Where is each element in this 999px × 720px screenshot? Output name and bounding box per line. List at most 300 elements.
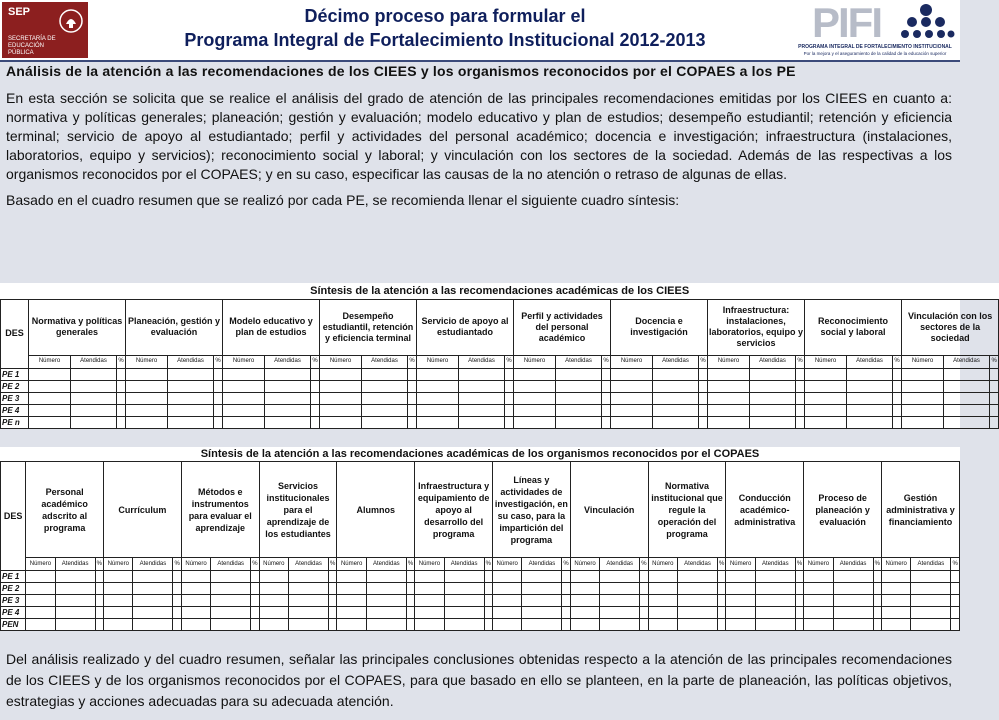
table-cell[interactable] <box>653 380 699 392</box>
table-cell[interactable] <box>251 571 259 583</box>
table-cell[interactable] <box>484 619 492 631</box>
table-cell[interactable] <box>26 571 55 583</box>
table-cell[interactable] <box>29 404 71 416</box>
table-cell[interactable] <box>71 392 117 404</box>
table-cell[interactable] <box>320 404 362 416</box>
table-cell[interactable] <box>211 607 251 619</box>
table-cell[interactable] <box>951 595 960 607</box>
table-cell[interactable] <box>168 368 214 380</box>
table-cell[interactable] <box>833 595 873 607</box>
table-cell[interactable] <box>805 392 847 404</box>
table-cell[interactable] <box>505 368 514 380</box>
table-cell[interactable] <box>911 595 951 607</box>
table-cell[interactable] <box>417 404 459 416</box>
table-cell[interactable] <box>678 619 718 631</box>
table-cell[interactable] <box>708 368 750 380</box>
table-cell[interactable] <box>640 583 648 595</box>
table-cell[interactable] <box>223 368 265 380</box>
table-cell[interactable] <box>444 583 484 595</box>
table-cell[interactable] <box>708 416 750 428</box>
table-cell[interactable] <box>311 380 320 392</box>
table-cell[interactable] <box>251 595 259 607</box>
table-cell[interactable] <box>444 607 484 619</box>
table-cell[interactable] <box>329 619 337 631</box>
table-cell[interactable] <box>251 619 259 631</box>
table-cell[interactable] <box>26 583 55 595</box>
table-cell[interactable] <box>653 368 699 380</box>
table-cell[interactable] <box>951 583 960 595</box>
table-cell[interactable] <box>133 571 173 583</box>
table-cell[interactable] <box>337 571 366 583</box>
table-cell[interactable] <box>699 368 708 380</box>
table-cell[interactable] <box>289 619 329 631</box>
table-cell[interactable] <box>902 392 944 404</box>
table-cell[interactable] <box>117 392 126 404</box>
table-cell[interactable] <box>902 404 944 416</box>
table-cell[interactable] <box>847 404 893 416</box>
table-cell[interactable] <box>406 583 414 595</box>
table-cell[interactable] <box>505 404 514 416</box>
table-cell[interactable] <box>408 416 417 428</box>
table-cell[interactable] <box>251 583 259 595</box>
table-cell[interactable] <box>265 380 311 392</box>
table-cell[interactable] <box>755 571 795 583</box>
table-cell[interactable] <box>514 392 556 404</box>
table-cell[interactable] <box>556 404 602 416</box>
table-cell[interactable] <box>514 416 556 428</box>
table-cell[interactable] <box>95 583 103 595</box>
table-cell[interactable] <box>717 571 725 583</box>
table-cell[interactable] <box>881 571 910 583</box>
table-cell[interactable] <box>990 404 999 416</box>
table-cell[interactable] <box>881 619 910 631</box>
table-cell[interactable] <box>484 607 492 619</box>
table-cell[interactable] <box>911 619 951 631</box>
table-cell[interactable] <box>265 404 311 416</box>
table-cell[interactable] <box>493 607 522 619</box>
table-cell[interactable] <box>833 619 873 631</box>
table-cell[interactable] <box>362 368 408 380</box>
table-cell[interactable] <box>653 404 699 416</box>
table-cell[interactable] <box>259 619 288 631</box>
table-cell[interactable] <box>366 583 406 595</box>
table-cell[interactable] <box>362 392 408 404</box>
table-cell[interactable] <box>289 607 329 619</box>
table-cell[interactable] <box>459 404 505 416</box>
table-cell[interactable] <box>795 619 803 631</box>
table-cell[interactable] <box>881 607 910 619</box>
table-cell[interactable] <box>117 380 126 392</box>
table-cell[interactable] <box>415 607 444 619</box>
table-cell[interactable] <box>570 607 599 619</box>
table-cell[interactable] <box>55 607 95 619</box>
table-cell[interactable] <box>265 392 311 404</box>
table-cell[interactable] <box>71 380 117 392</box>
table-cell[interactable] <box>417 380 459 392</box>
table-cell[interactable] <box>26 619 55 631</box>
table-cell[interactable] <box>653 392 699 404</box>
table-cell[interactable] <box>337 583 366 595</box>
table-cell[interactable] <box>173 595 181 607</box>
table-cell[interactable] <box>265 416 311 428</box>
table-cell[interactable] <box>951 619 960 631</box>
table-cell[interactable] <box>71 416 117 428</box>
table-cell[interactable] <box>55 583 95 595</box>
table-cell[interactable] <box>570 619 599 631</box>
table-cell[interactable] <box>944 416 990 428</box>
table-cell[interactable] <box>320 368 362 380</box>
table-cell[interactable] <box>944 380 990 392</box>
table-cell[interactable] <box>951 571 960 583</box>
table-cell[interactable] <box>417 416 459 428</box>
table-cell[interactable] <box>902 416 944 428</box>
table-cell[interactable] <box>522 619 562 631</box>
table-cell[interactable] <box>173 619 181 631</box>
table-cell[interactable] <box>602 368 611 380</box>
table-cell[interactable] <box>133 595 173 607</box>
table-cell[interactable] <box>640 607 648 619</box>
table-cell[interactable] <box>902 368 944 380</box>
table-cell[interactable] <box>181 583 210 595</box>
table-cell[interactable] <box>493 595 522 607</box>
table-cell[interactable] <box>699 416 708 428</box>
table-cell[interactable] <box>211 583 251 595</box>
table-cell[interactable] <box>648 595 677 607</box>
table-cell[interactable] <box>95 571 103 583</box>
table-cell[interactable] <box>223 380 265 392</box>
table-cell[interactable] <box>847 368 893 380</box>
table-cell[interactable] <box>750 380 796 392</box>
table-cell[interactable] <box>902 380 944 392</box>
table-cell[interactable] <box>804 571 833 583</box>
table-cell[interactable] <box>556 392 602 404</box>
table-cell[interactable] <box>755 595 795 607</box>
table-cell[interactable] <box>562 571 570 583</box>
table-cell[interactable] <box>104 607 133 619</box>
table-cell[interactable] <box>893 368 902 380</box>
table-cell[interactable] <box>562 619 570 631</box>
table-cell[interactable] <box>337 595 366 607</box>
table-cell[interactable] <box>26 595 55 607</box>
table-cell[interactable] <box>214 368 223 380</box>
table-cell[interactable] <box>795 607 803 619</box>
table-cell[interactable] <box>265 368 311 380</box>
table-cell[interactable] <box>459 380 505 392</box>
table-cell[interactable] <box>444 571 484 583</box>
table-cell[interactable] <box>126 416 168 428</box>
table-cell[interactable] <box>408 368 417 380</box>
table-cell[interactable] <box>873 583 881 595</box>
table-cell[interactable] <box>181 571 210 583</box>
table-cell[interactable] <box>602 392 611 404</box>
table-cell[interactable] <box>833 607 873 619</box>
table-cell[interactable] <box>104 619 133 631</box>
table-cell[interactable] <box>893 416 902 428</box>
table-cell[interactable] <box>699 392 708 404</box>
table-cell[interactable] <box>55 595 95 607</box>
table-cell[interactable] <box>750 416 796 428</box>
table-cell[interactable] <box>223 404 265 416</box>
table-cell[interactable] <box>408 392 417 404</box>
table-cell[interactable] <box>415 571 444 583</box>
table-cell[interactable] <box>211 571 251 583</box>
table-cell[interactable] <box>406 607 414 619</box>
table-cell[interactable] <box>755 619 795 631</box>
table-cell[interactable] <box>366 571 406 583</box>
table-cell[interactable] <box>214 392 223 404</box>
table-cell[interactable] <box>126 368 168 380</box>
table-cell[interactable] <box>181 607 210 619</box>
table-cell[interactable] <box>796 416 805 428</box>
table-cell[interactable] <box>556 416 602 428</box>
table-cell[interactable] <box>640 595 648 607</box>
table-cell[interactable] <box>990 368 999 380</box>
table-cell[interactable] <box>366 595 406 607</box>
table-cell[interactable] <box>505 392 514 404</box>
table-cell[interactable] <box>708 392 750 404</box>
table-cell[interactable] <box>415 583 444 595</box>
table-cell[interactable] <box>26 607 55 619</box>
table-cell[interactable] <box>717 595 725 607</box>
table-cell[interactable] <box>126 380 168 392</box>
table-cell[interactable] <box>640 619 648 631</box>
table-cell[interactable] <box>168 404 214 416</box>
table-cell[interactable] <box>484 595 492 607</box>
table-cell[interactable] <box>214 380 223 392</box>
table-cell[interactable] <box>362 404 408 416</box>
table-cell[interactable] <box>600 583 640 595</box>
table-cell[interactable] <box>362 416 408 428</box>
table-cell[interactable] <box>556 368 602 380</box>
table-cell[interactable] <box>522 583 562 595</box>
table-cell[interactable] <box>320 392 362 404</box>
table-cell[interactable] <box>600 595 640 607</box>
table-cell[interactable] <box>459 368 505 380</box>
table-cell[interactable] <box>329 583 337 595</box>
table-cell[interactable] <box>600 571 640 583</box>
table-cell[interactable] <box>168 380 214 392</box>
table-cell[interactable] <box>29 368 71 380</box>
table-cell[interactable] <box>653 416 699 428</box>
table-cell[interactable] <box>911 607 951 619</box>
table-cell[interactable] <box>211 595 251 607</box>
table-cell[interactable] <box>562 583 570 595</box>
table-cell[interactable] <box>311 368 320 380</box>
table-cell[interactable] <box>796 368 805 380</box>
table-cell[interactable] <box>214 404 223 416</box>
table-cell[interactable] <box>55 619 95 631</box>
table-cell[interactable] <box>95 595 103 607</box>
table-cell[interactable] <box>911 571 951 583</box>
table-cell[interactable] <box>289 583 329 595</box>
table-cell[interactable] <box>678 607 718 619</box>
table-cell[interactable] <box>259 583 288 595</box>
table-cell[interactable] <box>415 595 444 607</box>
table-cell[interactable] <box>104 583 133 595</box>
table-cell[interactable] <box>133 619 173 631</box>
table-cell[interactable] <box>444 595 484 607</box>
table-cell[interactable] <box>337 619 366 631</box>
table-cell[interactable] <box>406 619 414 631</box>
table-cell[interactable] <box>417 392 459 404</box>
table-cell[interactable] <box>95 619 103 631</box>
table-cell[interactable] <box>805 380 847 392</box>
table-cell[interactable] <box>126 404 168 416</box>
table-cell[interactable] <box>893 380 902 392</box>
table-cell[interactable] <box>408 404 417 416</box>
table-cell[interactable] <box>522 607 562 619</box>
table-cell[interactable] <box>611 380 653 392</box>
table-cell[interactable] <box>459 416 505 428</box>
table-cell[interactable] <box>678 583 718 595</box>
table-cell[interactable] <box>259 571 288 583</box>
table-cell[interactable] <box>893 404 902 416</box>
table-cell[interactable] <box>366 619 406 631</box>
table-cell[interactable] <box>648 619 677 631</box>
table-cell[interactable] <box>562 607 570 619</box>
table-cell[interactable] <box>805 404 847 416</box>
table-cell[interactable] <box>873 571 881 583</box>
table-cell[interactable] <box>173 607 181 619</box>
table-cell[interactable] <box>881 595 910 607</box>
table-cell[interactable] <box>570 571 599 583</box>
table-cell[interactable] <box>990 416 999 428</box>
table-cell[interactable] <box>611 368 653 380</box>
table-cell[interactable] <box>717 583 725 595</box>
table-cell[interactable] <box>366 607 406 619</box>
table-cell[interactable] <box>717 619 725 631</box>
table-cell[interactable] <box>522 571 562 583</box>
table-cell[interactable] <box>602 416 611 428</box>
table-cell[interactable] <box>796 392 805 404</box>
table-cell[interactable] <box>415 619 444 631</box>
table-cell[interactable] <box>311 392 320 404</box>
table-cell[interactable] <box>168 392 214 404</box>
table-cell[interactable] <box>755 583 795 595</box>
table-cell[interactable] <box>893 392 902 404</box>
table-cell[interactable] <box>570 583 599 595</box>
table-cell[interactable] <box>611 404 653 416</box>
table-cell[interactable] <box>173 583 181 595</box>
table-cell[interactable] <box>417 368 459 380</box>
table-cell[interactable] <box>750 392 796 404</box>
table-cell[interactable] <box>699 404 708 416</box>
table-cell[interactable] <box>181 619 210 631</box>
table-cell[interactable] <box>873 619 881 631</box>
table-cell[interactable] <box>804 619 833 631</box>
table-cell[interactable] <box>29 392 71 404</box>
table-cell[interactable] <box>289 595 329 607</box>
table-cell[interactable] <box>29 416 71 428</box>
table-cell[interactable] <box>640 571 648 583</box>
table-cell[interactable] <box>847 416 893 428</box>
table-cell[interactable] <box>708 404 750 416</box>
table-cell[interactable] <box>71 368 117 380</box>
table-cell[interactable] <box>795 595 803 607</box>
table-cell[interactable] <box>804 607 833 619</box>
table-cell[interactable] <box>406 571 414 583</box>
table-cell[interactable] <box>223 392 265 404</box>
table-cell[interactable] <box>223 416 265 428</box>
table-cell[interactable] <box>873 595 881 607</box>
table-cell[interactable] <box>944 404 990 416</box>
table-cell[interactable] <box>911 583 951 595</box>
table-cell[interactable] <box>181 595 210 607</box>
table-cell[interactable] <box>570 595 599 607</box>
table-cell[interactable] <box>755 607 795 619</box>
table-cell[interactable] <box>750 368 796 380</box>
table-cell[interactable] <box>117 416 126 428</box>
table-cell[interactable] <box>833 571 873 583</box>
table-cell[interactable] <box>406 595 414 607</box>
table-cell[interactable] <box>726 619 755 631</box>
table-cell[interactable] <box>796 404 805 416</box>
table-cell[interactable] <box>329 571 337 583</box>
table-cell[interactable] <box>505 380 514 392</box>
table-cell[interactable] <box>514 380 556 392</box>
table-cell[interactable] <box>726 583 755 595</box>
table-cell[interactable] <box>329 595 337 607</box>
table-cell[interactable] <box>804 595 833 607</box>
table-cell[interactable] <box>505 416 514 428</box>
table-cell[interactable] <box>311 416 320 428</box>
table-cell[interactable] <box>514 368 556 380</box>
table-cell[interactable] <box>311 404 320 416</box>
table-cell[interactable] <box>678 571 718 583</box>
table-cell[interactable] <box>493 619 522 631</box>
table-cell[interactable] <box>55 571 95 583</box>
table-cell[interactable] <box>408 380 417 392</box>
table-cell[interactable] <box>873 607 881 619</box>
table-cell[interactable] <box>805 368 847 380</box>
table-cell[interactable] <box>211 619 251 631</box>
table-cell[interactable] <box>833 583 873 595</box>
table-cell[interactable] <box>562 595 570 607</box>
table-cell[interactable] <box>717 607 725 619</box>
table-cell[interactable] <box>493 571 522 583</box>
table-cell[interactable] <box>726 595 755 607</box>
table-cell[interactable] <box>600 619 640 631</box>
table-cell[interactable] <box>795 571 803 583</box>
table-cell[interactable] <box>990 380 999 392</box>
table-cell[interactable] <box>556 380 602 392</box>
table-cell[interactable] <box>29 380 71 392</box>
table-cell[interactable] <box>95 607 103 619</box>
table-cell[interactable] <box>805 416 847 428</box>
table-cell[interactable] <box>133 583 173 595</box>
table-cell[interactable] <box>847 380 893 392</box>
table-cell[interactable] <box>847 392 893 404</box>
table-cell[interactable] <box>71 404 117 416</box>
table-cell[interactable] <box>750 404 796 416</box>
table-cell[interactable] <box>678 595 718 607</box>
table-cell[interactable] <box>459 392 505 404</box>
table-cell[interactable] <box>944 392 990 404</box>
table-cell[interactable] <box>944 368 990 380</box>
table-cell[interactable] <box>168 416 214 428</box>
table-cell[interactable] <box>362 380 408 392</box>
table-cell[interactable] <box>804 583 833 595</box>
table-cell[interactable] <box>126 392 168 404</box>
table-cell[interactable] <box>104 595 133 607</box>
table-cell[interactable] <box>214 416 223 428</box>
table-cell[interactable] <box>795 583 803 595</box>
table-cell[interactable] <box>990 392 999 404</box>
table-cell[interactable] <box>289 571 329 583</box>
table-cell[interactable] <box>648 607 677 619</box>
table-cell[interactable] <box>881 583 910 595</box>
table-cell[interactable] <box>611 392 653 404</box>
